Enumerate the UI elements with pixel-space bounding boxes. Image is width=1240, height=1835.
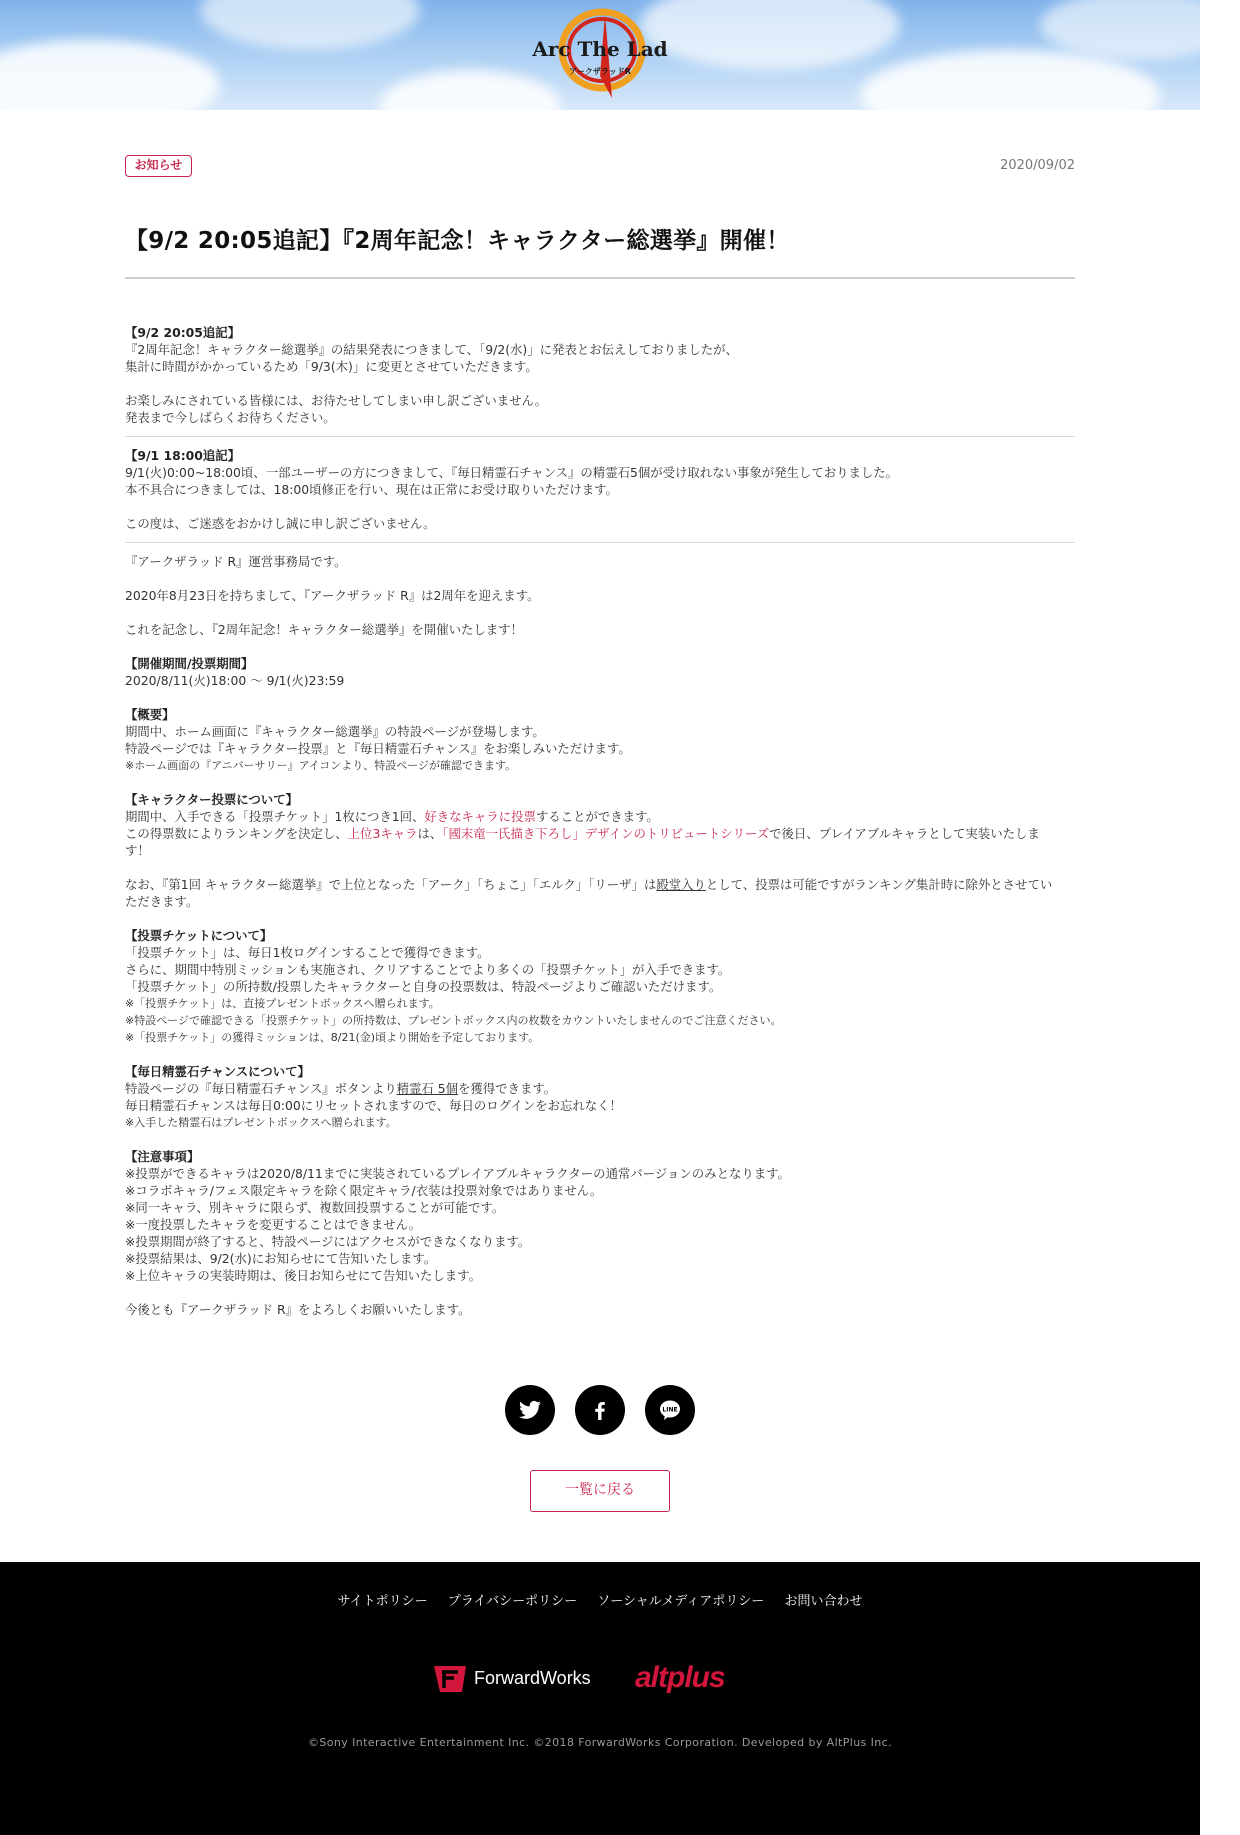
section-heading: 【毎日精霊石チャンスについて】 [125, 1064, 310, 1079]
svg-text:アークザラッドR: アークザラッドR [569, 67, 631, 76]
cloud-decoration [200, 0, 420, 50]
facebook-icon [588, 1398, 612, 1422]
body-text: 毎日精霊石チャンスは毎日0:00にリセットされますので、毎日のログインをお忘れなく！ [125, 1098, 622, 1113]
article-title: 【9/2 20:05追記】『2周年記念！キャラクター総選挙』開催！ [125, 228, 790, 254]
body-text: ※投票ができるキャラは2020/8/11までに実装されているプレイアブルキャラクターの通常バージョンのみとなります。 [125, 1166, 790, 1181]
section-heading: 【注意事項】 [125, 1149, 200, 1164]
altplus-logo[interactable]: altplus [635, 1661, 725, 1694]
body-text: す！ [125, 843, 150, 858]
underlined-text: 精霊石 5個 [396, 1081, 458, 1096]
body-text: 2020年8月23日を持ちまして、『アークザラッド R』は2周年を迎えます。 [125, 588, 540, 603]
body-text: 発表まで今しばらくお待ちください。 [125, 410, 336, 425]
forwardworks-mark-icon [432, 1662, 468, 1696]
footer [0, 1562, 1200, 1835]
note-text: ※「投票チケット」は、直接プレゼントボックスへ贈られます。 [125, 997, 440, 1010]
cloud-decoration [0, 40, 220, 130]
body-text: ただきます。 [125, 894, 199, 909]
forwardworks-wordmark: ForwardWorks [474, 1668, 591, 1688]
article-body [125, 324, 1075, 1318]
line-icon [658, 1398, 682, 1422]
note-text: ※ホーム画面の『アニバーサリー』アイコンより、特設ページが確認できます。 [125, 759, 517, 772]
body-text: 特設ページの『毎日精霊石チャンス』ボタンより精霊石 5個を獲得できます。 [125, 1081, 557, 1096]
note-text: ※「投票チケット」の獲得ミッションは、8/21(金)頃より開始を予定しております。 [125, 1031, 540, 1044]
body-text: ※上位キャラの実装時期は、後日お知らせにて告知いたします。 [125, 1268, 481, 1283]
cloud-decoration [640, 0, 900, 70]
category-badge: お知らせ [125, 155, 192, 177]
body-text: なお、『第1回 キャラクター総選挙』で上位となった「アーク」「ちょこ」「エルク」「リーザ」は殿堂入りとして、投票は可能ですがランキング集計時に除外とさせてい [125, 877, 1053, 892]
body-text: 本不具合につきましては、18:00頃修正を行い、現在は正常にお受け取りいただけます。 [125, 482, 618, 497]
underlined-text: 殿堂入り [656, 877, 706, 892]
facebook-share-button[interactable] [575, 1385, 625, 1435]
line-share-button[interactable] [645, 1385, 695, 1435]
body-text: これを記念し、『2周年記念！キャラクター総選挙』を開催いたします！ [125, 622, 523, 637]
highlight-text: 好きなキャラに投票 [424, 809, 536, 824]
note-text: ※特設ページで確認できる「投票チケット」の所持数は、プレゼントボックス内の枚数をカウントいたしませんのでご注意ください。 [125, 1014, 782, 1027]
body-text: 期間中、ホーム画面に『キャラクター総選挙』の特設ページが登場します。 [125, 724, 545, 739]
footer-nav [0, 1590, 1200, 1609]
cloud-decoration [1040, 0, 1240, 60]
body-text: 期間中、入手できる「投票チケット」1枚につき1回、好きなキャラに投票することができます。 [125, 809, 659, 824]
section-heading: 【9/1 18:00追記】 [125, 448, 241, 463]
copyright: ©Sony Interactive Entertainment Inc. ©2018 ForwardWorks Corporation. Developed by AltPlus Inc. [307, 1736, 892, 1749]
section-heading: 【投票チケットについて】 [125, 928, 273, 943]
body-text: 特設ページでは『キャラクター投票』と『毎日精霊石チャンス』をお楽しみいただけます。 [125, 741, 631, 756]
section-heading: 【開催期間/投票期間】 [125, 656, 254, 671]
body-text: ※一度投票したキャラを変更することはできません。 [125, 1217, 422, 1232]
body-text: 『2周年記念！キャラクター総選挙』の結果発表につきまして、「9/2(水)」に発表とお伝えしておりましたが、 [125, 342, 738, 357]
body-text: この度は、ご迷惑をおかけし誠に申し訳ございません。 [125, 516, 436, 531]
title-divider [125, 277, 1075, 279]
closing-text: 今後とも『アークザラッド R』をよろしくお願いいたします。 [125, 1302, 471, 1317]
svg-text:Arc The Lad: Arc The Lad [532, 37, 668, 61]
body-text: ※投票期間が終了すると、特設ページにはアクセスができなくなります。 [125, 1234, 531, 1249]
body-text: 集計に時間がかかっているため「9/3(木)」に変更とさせていただきます。 [125, 359, 538, 374]
body-text: さらに、期間中特別ミッションも実施され、クリアすることでより多くの「投票チケット」が入手できます。 [125, 962, 731, 977]
arc-the-lad-logo[interactable] [532, 6, 668, 102]
highlight-text: 上位3キャラ [347, 826, 418, 841]
publish-date: 2020/09/02 [1000, 158, 1075, 173]
body-text: 『アークザラッド R』運営事務局です。 [125, 554, 347, 569]
forwardworks-logo[interactable] [432, 1662, 591, 1700]
back-to-list-button[interactable]: 一覧に戻る [530, 1470, 670, 1512]
body-text: お楽しみにされている皆様には、お待たせしてしまい申し訳ございません。 [125, 393, 548, 408]
footer-link-site-policy[interactable]: サイトポリシー [337, 1594, 428, 1609]
section-heading: 【キャラクター投票について】 [125, 792, 298, 807]
body-text: この得票数によりランキングを決定し、上位3キャラは、「國末竜一氏描き下ろし」デザインのトリビュートシリーズで後日、プレイアブルキャラとして実装いたしま [125, 826, 1040, 841]
twitter-icon [518, 1398, 542, 1422]
highlight-text: 「國末竜一氏描き下ろし」デザインのトリビュートシリーズ [442, 826, 770, 841]
cloud-decoration [380, 70, 560, 140]
footer-link-privacy-policy[interactable]: プライバシーポリシー [447, 1594, 578, 1609]
body-text: ※投票結果は、9/2(水)にお知らせにて告知いたします。 [125, 1251, 437, 1266]
header-banner [0, 0, 1200, 110]
body-text: ※コラボキャラ/フェス限定キャラを除く限定キャラ/衣装は投票対象ではありません。 [125, 1183, 603, 1198]
svg-text:LINE: LINE [662, 1406, 678, 1414]
twitter-share-button[interactable] [505, 1385, 555, 1435]
body-text: 9/1(火)0:00~18:00頃、一部ユーザーの方につきまして、『毎日精霊石チャンス』の精霊石5個が受け取れない事象が発生しておりました。 [125, 465, 899, 480]
section-heading: 【9/2 20:05追記】 [125, 325, 241, 340]
body-text: 「投票チケット」の所持数/投票したキャラクターと自身の投票数は、特設ページよりご確認いただけます。 [125, 979, 722, 994]
body-text: ※同一キャラ、別キャラに限らず、複数回投票することが可能です。 [125, 1200, 505, 1215]
cloud-decoration [860, 50, 1160, 140]
section-heading: 【概要】 [125, 707, 175, 722]
body-text: 2020/8/11(火)18:00 ～ 9/1(火)23:59 [125, 673, 345, 688]
footer-link-social-media-policy[interactable]: ソーシャルメディアポリシー [597, 1594, 765, 1609]
footer-link-contact[interactable]: お問い合わせ [784, 1594, 863, 1609]
note-text: ※入手した精霊石はプレゼントボックスへ贈られます。 [125, 1116, 397, 1129]
body-text: 「投票チケット」は、毎日1枚ログインすることで獲得できます。 [125, 945, 490, 960]
